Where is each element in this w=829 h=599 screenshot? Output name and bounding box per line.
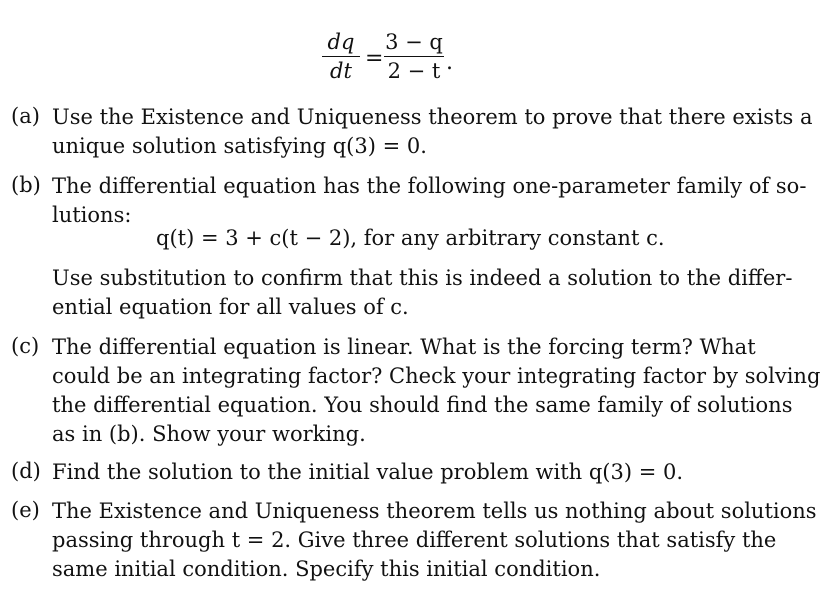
part-b-line-1: The differential equation has the following one-parameter family of so- xyxy=(52,174,807,198)
part-b-label: (b) xyxy=(11,173,41,197)
rhs-numerator: 3 − q xyxy=(385,30,443,54)
part-e-line-1: The Existence and Uniqueness theorem tells us nothing about solutions xyxy=(52,499,817,523)
part-a-label: (a) xyxy=(11,104,40,128)
lhs-fraction xyxy=(322,30,360,83)
part-a-line-1: Use the Existence and Uniqueness theorem to prove that there exists a xyxy=(52,105,813,129)
part-d-label: (d) xyxy=(11,459,41,483)
part-c-line-1: The differential equation is linear. What is the forcing term? What xyxy=(52,335,756,359)
rhs-denominator: 2 − t xyxy=(387,59,441,84)
part-b-display-equation: q(t) = 3 + c(t − 2), for any arbitrary constant c. xyxy=(156,226,665,250)
rhs-fraction xyxy=(384,30,444,83)
part-c-line-2: could be an integrating factor? Check your integrating factor by solving xyxy=(52,364,821,388)
lhs-fraction-bar xyxy=(322,56,360,57)
part-e-line-3: same initial condition. Specify this initial condition. xyxy=(52,557,601,581)
part-b-line-4: ential equation for all values of c. xyxy=(52,295,409,319)
equation-period: . xyxy=(446,50,453,75)
part-b-line-2: lutions: xyxy=(52,203,132,227)
part-c-label: (c) xyxy=(11,334,40,358)
part-a-line-2: unique solution satisfying q(3) = 0. xyxy=(52,134,427,158)
part-e-line-2: passing through t = 2. Give three different solutions that satisfy the xyxy=(52,528,777,552)
part-e-label: (e) xyxy=(11,498,40,522)
clipped-top-line xyxy=(0,0,829,6)
lhs-denominator: dt xyxy=(330,59,352,84)
part-b-line-3: Use substitution to confirm that this is indeed a solution to the differ- xyxy=(52,266,793,290)
equals-sign: = xyxy=(365,46,384,71)
lhs-numerator: dq xyxy=(327,30,355,54)
part-c-line-3: the differential equation. You should find the same family of solutions xyxy=(52,393,793,417)
part-d-line-1: Find the solution to the initial value problem with q(3) = 0. xyxy=(52,460,684,484)
rhs-fraction-bar xyxy=(384,56,444,57)
part-c-line-4: as in (b). Show your working. xyxy=(52,422,366,446)
